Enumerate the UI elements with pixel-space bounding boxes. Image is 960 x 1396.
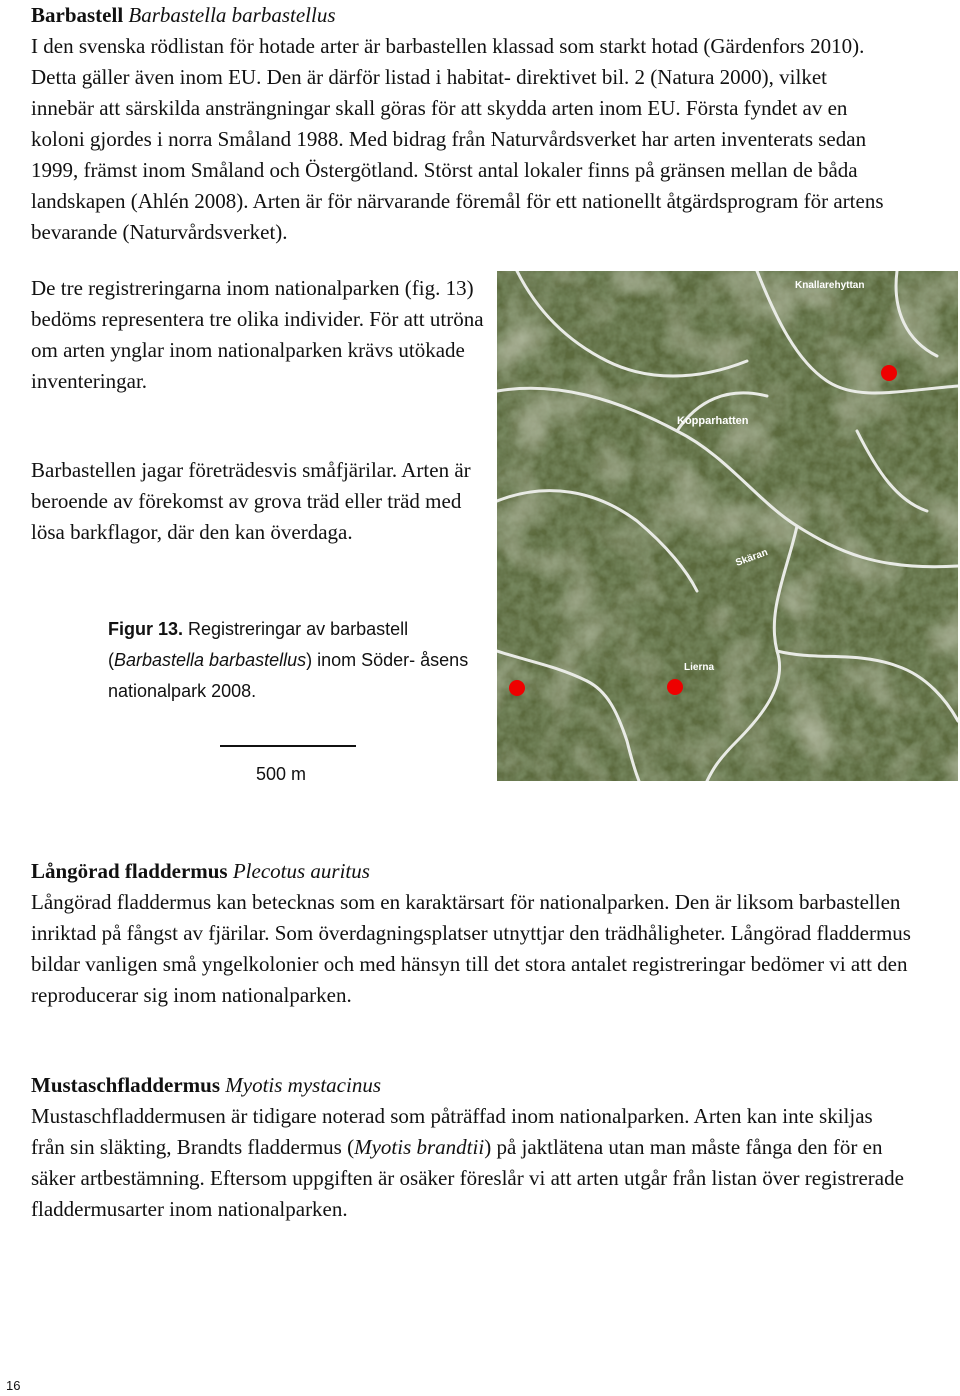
heading-latin-name: Plecotus auritus xyxy=(232,859,370,883)
heading-latin-name: Barbastella barbastellus xyxy=(128,3,336,27)
label-skaran: Skäran xyxy=(734,547,770,569)
paragraph-text: Barbastellen jagar företrädesvis småfjärilar. Arten är beroende av förekomst av grova träd eller träd med lösa barkflagor, där den kan överdaga. xyxy=(31,458,471,544)
body-paragraph: Långörad fladdermus kan betecknas som en karaktärsart för nationalparken. Den är liksom barbastellen inriktad på fångst av fjärilar. Som överdagningsplatser utnyttjar den trädhåligheter. Långörad fladdermus bildar vanligen små yngelkolonier och med hänsyn till det stora antalet registreringar bedömer vi att den reproducerar sig inom nationalparken. xyxy=(31,890,911,1007)
section-mustaschfladdermus xyxy=(31,1070,911,1225)
section-barbastell xyxy=(31,0,891,248)
body-paragraph: I den svenska rödlistan för hotade arter är barbastellen klassad som starkt hotad (Gärdenfors 2010). Detta gäller även inom EU. Den är därför listad i habitat- direktivet bil. 2 (Natura 2000), vilket innebär att särskilda ansträngningar skall göras för att skydda arten inom EU. Första fyndet av en koloni gjordes i norra Småland 1988. Med bidrag från Naturvårdsverket har arten inventerats sedan 1999, främst inom Småland och Östergötland. Störst antal lokaler finns på gränsen mellan de båda landskapen (Ahlén 2008). Arten är för närvarande föremål för ett nationellt åtgärdsprogram för artens bevarande (Naturvårdsverket). xyxy=(31,34,884,244)
body-paragraph xyxy=(31,1101,911,1225)
heading-common-name: Barbastell xyxy=(31,3,124,27)
caption-text-a: Registreringar av barbastell ( xyxy=(108,619,409,670)
body-text-b: ) på jaktlätena utan man måste fånga den för en säker artbestämning. Eftersom uppgiften är osäker föreslår vi att arten utgår från listan över registrerade fladdermusarter inom nationalparken. xyxy=(31,1135,904,1221)
section-heading xyxy=(31,1070,911,1101)
heading-common-name: Mustaschfladdermus xyxy=(31,1073,221,1097)
caption-latin: Barbastella barbastellus xyxy=(114,650,307,670)
body-paragraph-diet xyxy=(31,455,486,548)
figure-caption xyxy=(108,614,488,707)
body-latin: Myotis brandtii xyxy=(354,1135,485,1159)
scale-bar-label: 500 m xyxy=(256,764,307,784)
label-knallarehyttan: Knallarehyttan xyxy=(795,280,865,291)
label-lierna: Lierna xyxy=(684,662,715,673)
map-light-patches xyxy=(497,271,958,781)
paragraph-text: De tre registreringarna inom nationalparken (fig. 13) bedöms representera tre olika individer. För att utröna om arten ynglar inom nationalparken krävs utökade inventeringar. xyxy=(31,276,484,393)
caption-text-b: ) inom Söder- åsens nationalpark 2008. xyxy=(108,650,469,701)
body-text-a: Mustaschfladdermusen är tidigare noterad som påträffad inom nationalparken. Arten kan inte skiljas från sin släkting, Brandts fladdermus ( xyxy=(31,1104,873,1159)
marker-west xyxy=(509,680,525,696)
scale-bar xyxy=(220,745,356,747)
label-kopparhatten: Kopparhatten xyxy=(677,415,749,427)
page-number: 16 xyxy=(6,1378,21,1393)
heading-common-name: Långörad fladdermus xyxy=(31,859,228,883)
aerial-map xyxy=(497,271,958,781)
section-heading xyxy=(31,0,891,31)
heading-latin-name: Myotis mystacinus xyxy=(225,1073,381,1097)
marker-knallarehyttan xyxy=(881,365,897,381)
body-paragraph-registrations xyxy=(31,273,486,397)
marker-lierna xyxy=(667,679,683,695)
section-langorad-fladdermus xyxy=(31,856,911,1011)
figure-label: Figur 13. xyxy=(108,619,184,639)
section-heading xyxy=(31,856,911,887)
